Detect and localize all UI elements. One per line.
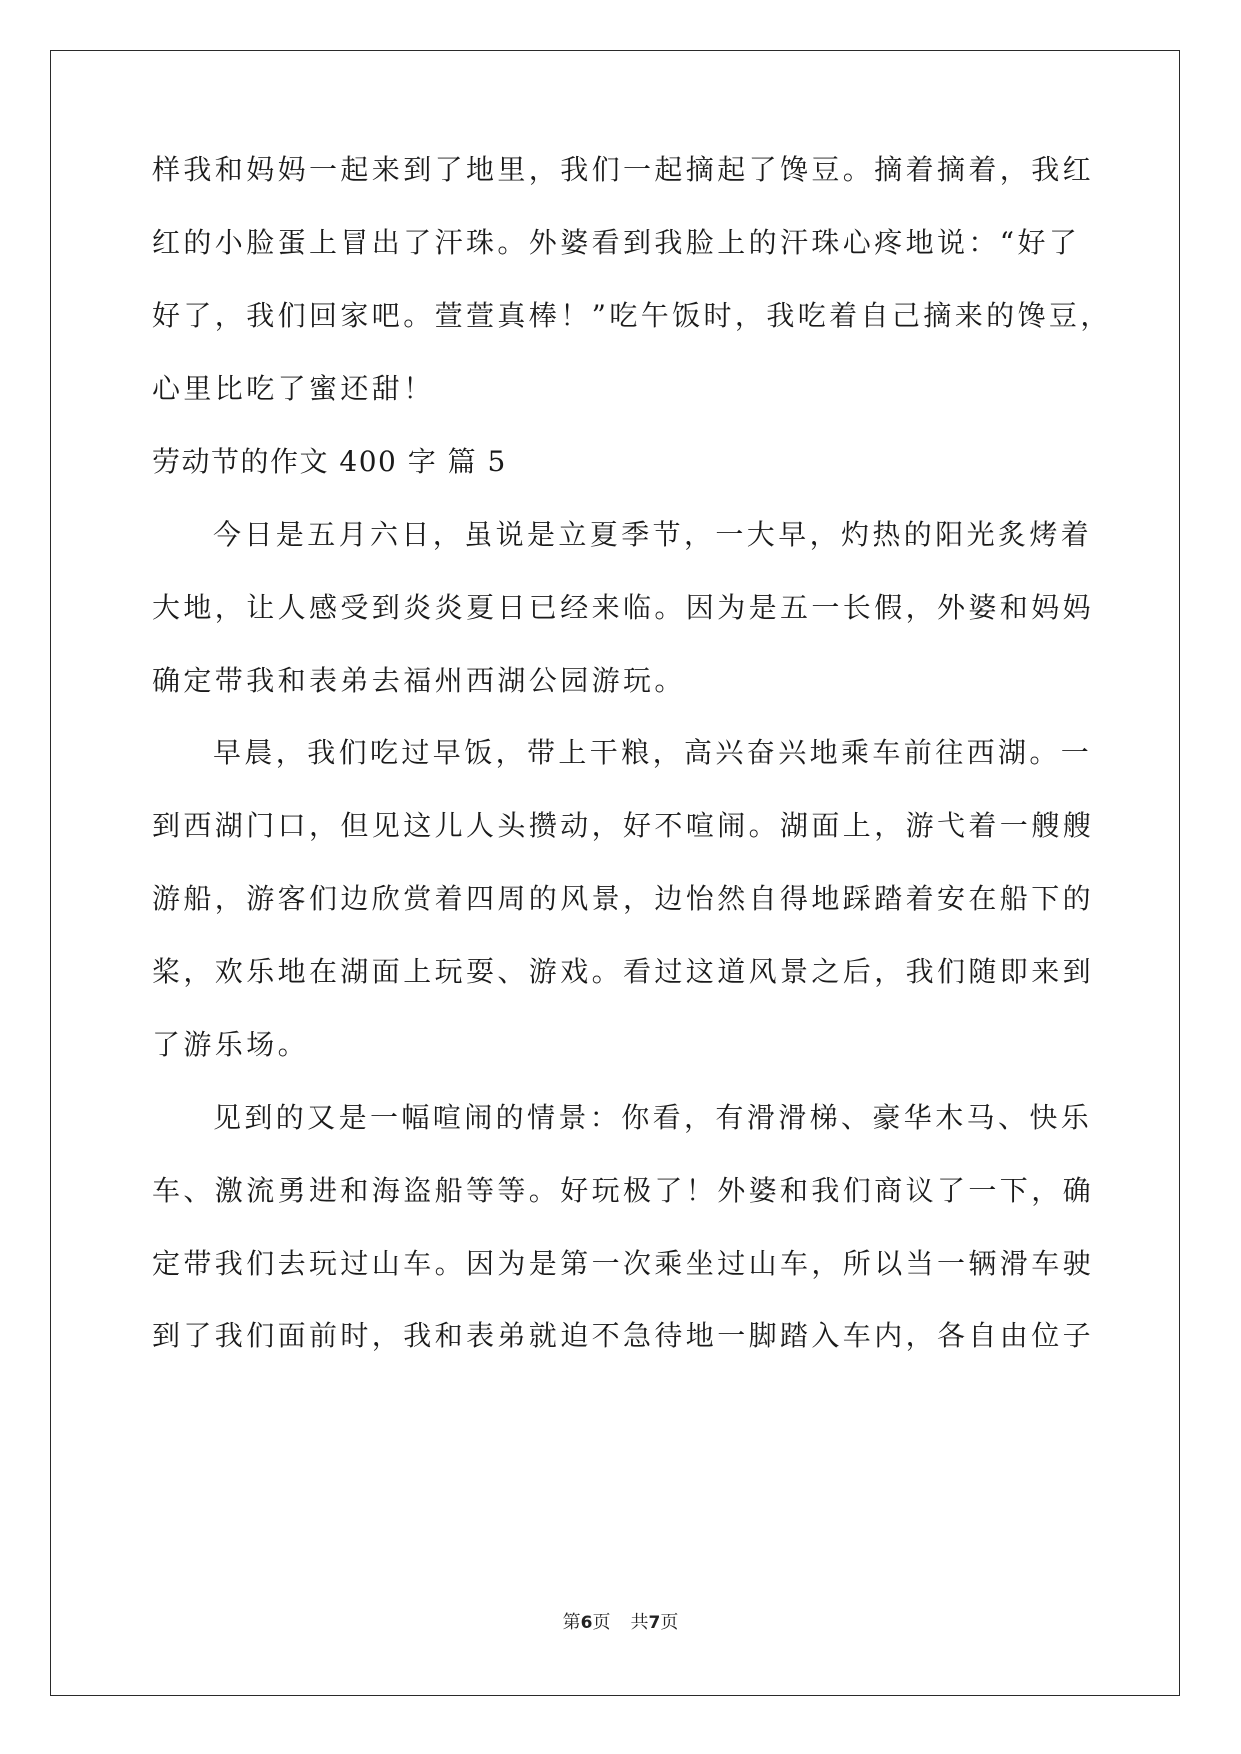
- text-line: 游船，游客们边欣赏着四周的风景，边怡然自得地踩踏着安在船下的: [152, 882, 1095, 915]
- text-line: 大地，让人感受到炎炎夏日已经来临。因为是五一长假，外婆和妈妈: [152, 591, 1095, 624]
- text-line: 早晨，我们吃过早饭，带上干粮，高兴奋兴地乘车前往西湖。一: [213, 736, 1093, 769]
- text-line: 车、激流勇进和海盗船等等。好玩极了！外婆和我们商议了一下，确: [152, 1174, 1095, 1207]
- page-footer: [0, 1611, 1241, 1635]
- text-line: 样我和妈妈一起来到了地里，我们一起摘起了馋豆。摘着摘着，我红: [152, 153, 1095, 186]
- text-line: 好了，我们回家吧。萱萱真棒！”吃午饭时，我吃着自己摘来的馋豆，: [152, 299, 1112, 332]
- text-line: 红的小脸蛋上冒出了汗珠。外婆看到我脸上的汗珠心疼地说：“好了: [152, 226, 1081, 259]
- footer-total-prefix: 共: [630, 1612, 649, 1633]
- footer-page-suffix: 页: [592, 1612, 611, 1633]
- text-line: 心里比吃了蜜还甜！: [152, 372, 435, 405]
- text-line: 了游乐场。: [152, 1028, 310, 1061]
- section-heading: 劳动节的作文 400 字 篇 5: [152, 445, 507, 478]
- text-line: 见到的又是一幅喧闹的情景：你看，有滑滑梯、豪华木马、快乐: [213, 1101, 1093, 1134]
- text-line: 到了我们面前时，我和表弟就迫不急待地一脚踏入车内，各自由位子: [152, 1319, 1095, 1352]
- footer-prefix: 第: [562, 1612, 581, 1633]
- text-line: 桨，欢乐地在湖面上玩耍、游戏。看过这道风景之后，我们随即来到: [152, 955, 1095, 988]
- text-line: 到西湖门口，但见这儿人头攒动，好不喧闹。湖面上，游弋着一艘艘: [152, 809, 1095, 842]
- text-line: 今日是五月六日，虽说是立夏季节，一大早，灼热的阳光炙烤着: [213, 518, 1093, 551]
- total-pages-number: 7: [648, 1613, 661, 1633]
- current-page-number: 6: [580, 1613, 593, 1633]
- text-line: 确定带我和表弟去福州西湖公园游玩。: [152, 664, 686, 697]
- footer-total-suffix: 页: [660, 1612, 679, 1633]
- text-line: 定带我们去玩过山车。因为是第一次乘坐过山车，所以当一辆滑车驶: [152, 1247, 1095, 1280]
